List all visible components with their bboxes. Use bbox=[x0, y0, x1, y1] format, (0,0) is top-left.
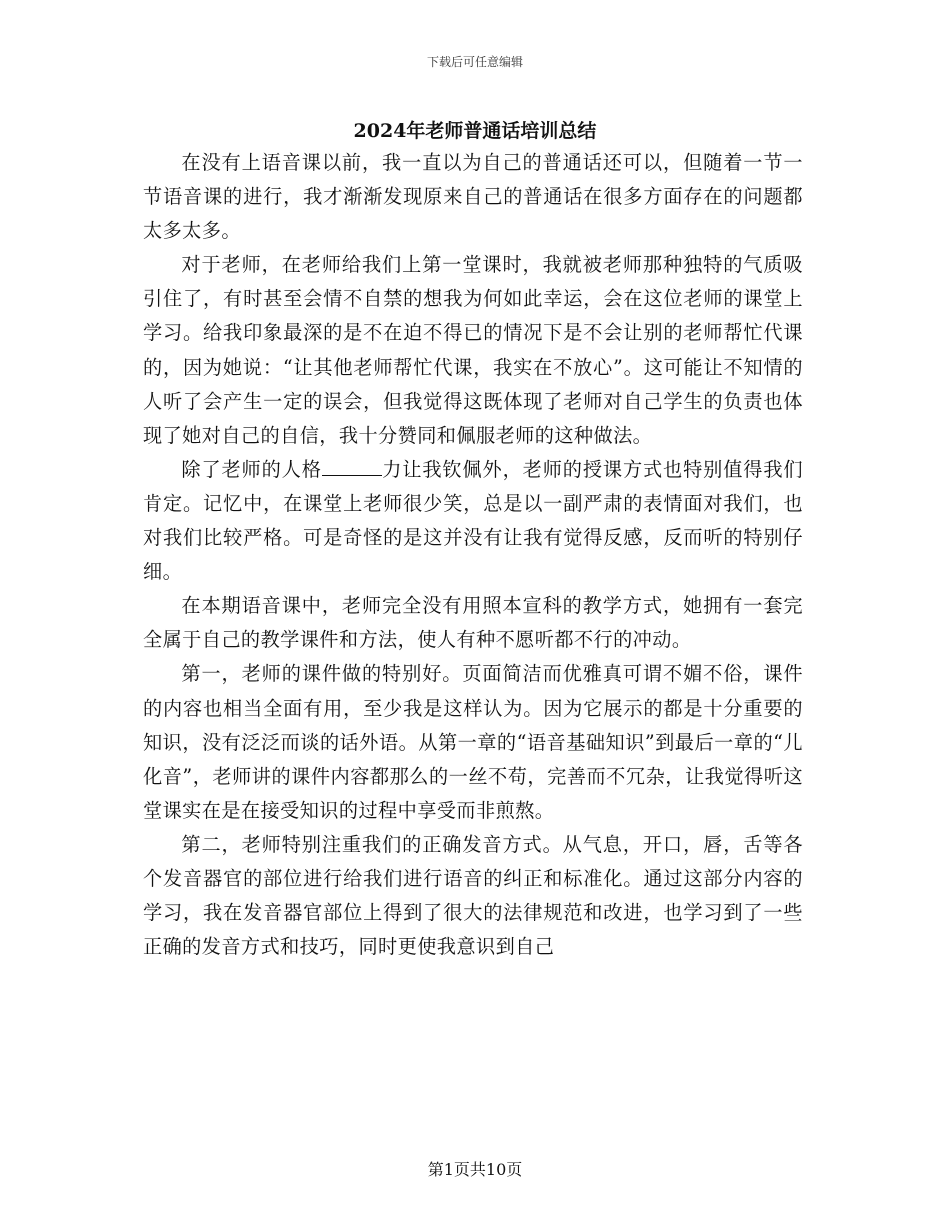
paragraph-1: 在没有上语音课以前，我一直以为自己的普通话还可以，但随着一节一节语音课的进行，我才渐渐发现原来自己的普通话在很多方面存在的问题都太多太多。 bbox=[143, 151, 803, 243]
paragraph-6: 第二，老师特别注重我们的正确发音方式。从气息，开口，唇，舌等各个发音器官的部位进行给我们进行语音的纠正和标准化。通过这部分内容的学习，我在发音器官部位上得到了很大的法律规范和改进，也学习到了一些正确的发音方式和技巧，同时更使我意识到自己 bbox=[143, 832, 803, 959]
document-title: 2024年老师普通话培训总结 bbox=[353, 120, 597, 142]
header-note: 下载后可任意编辑 bbox=[426, 55, 523, 69]
paragraph-4: 在本期语音课中，老师完全没有用照本宣科的教学方式，她拥有一套完全属于自己的教学课件和方法，使人有种不愿听都不行的冲动。 bbox=[143, 594, 803, 652]
paragraph-5: 第一，老师的课件做的特别好。页面简洁而优雅真可谓不媚不俗，课件的内容也相当全面有用，至少我是这样认为。因为它展示的都是十分重要的知识，没有泛泛而谈的话外语。从第一章的“语音基础知识”到最后一章的“儿化音”，老师讲的课件内容都那么的一丝不苟，完善而不冗杂，让我觉得听这堂课实在是在接受知识的过程中享受而非煎熬。 bbox=[143, 662, 803, 822]
document-body bbox=[143, 146, 803, 964]
fill-in-blank bbox=[322, 455, 382, 476]
paragraph-2: 对于老师，在老师给我们上第一堂课时，我就被老师那种独特的气质吸引住了，有时甚至会情不自禁的想我为何如此幸运，会在这位老师的课堂上学习。给我印象最深的是不在迫不得已的情况下是不会让别的老师帮忙代课的，因为她说：“让其他老师帮忙代课，我实在不放心”。这可能让不知情的人听了会产生一定的误会，但我觉得这既体现了老师对自己学生的负责也体现了她对自己的自信，我十分赞同和佩服老师的这种做法。 bbox=[143, 253, 803, 447]
paragraph-3-text: 力让我钦佩外，老师的授课方式也特别值得我们肯定。记忆中，在课堂上老师很少笑，总是以一副严肃的表情面对我们，也对我们比较严格。可是奇怪的是这并没有让我有觉得反感，反而听的特别仔细。 bbox=[143, 457, 803, 584]
paragraph-3-prefix: 除了老师的人格 bbox=[181, 457, 322, 481]
page-footer: 第1页共10页 bbox=[427, 1160, 523, 1179]
paragraph-3 bbox=[143, 453, 803, 589]
